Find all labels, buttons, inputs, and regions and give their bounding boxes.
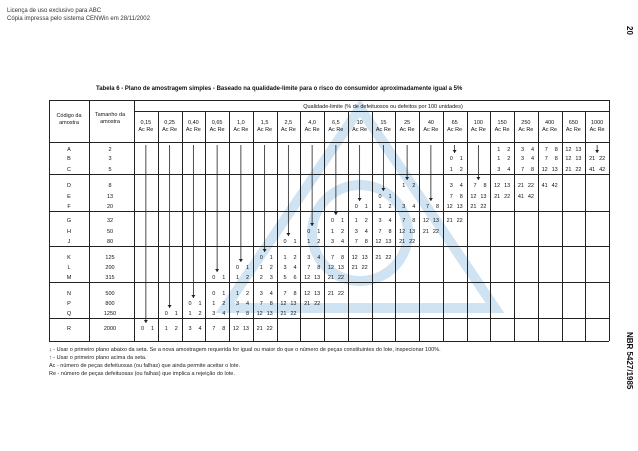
cell-ac: 0 [140, 326, 144, 332]
cell-re: 2 [198, 311, 202, 317]
row-sample-size: 13 [106, 194, 114, 200]
row-sample-size: 20 [106, 204, 114, 210]
cell-re: 8 [435, 204, 439, 210]
cell-re: 3 [269, 275, 273, 281]
cell-ac: 21 [399, 239, 406, 245]
column-header-ac-re: Ac Re [304, 127, 320, 133]
cell-ac: 12 [399, 229, 406, 235]
cell-re: 13 [456, 204, 463, 210]
column-header-ac-re: Ac Re [280, 127, 296, 133]
cell-re: 1 [269, 255, 273, 261]
cell-ac: 21 [589, 156, 596, 162]
column-header-ac-re: Ac Re [233, 127, 249, 133]
cell-ac: 21 [280, 311, 287, 317]
cell-ac: 12 [351, 255, 358, 261]
arrow-layer [49, 100, 609, 341]
column-header-ql: 40 [427, 120, 434, 126]
cell-re: 4 [507, 167, 511, 173]
column-header-ql: 4,0 [308, 120, 316, 126]
row-code: L [67, 265, 71, 271]
cell-ac: 1 [497, 147, 501, 153]
cell-re: 8 [412, 218, 416, 224]
row-sample-size: 1250 [103, 311, 117, 317]
column-header-ac-re: Ac Re [209, 127, 225, 133]
cell-re: 1 [459, 156, 463, 162]
arrow-down-icon [358, 198, 362, 201]
cell-ac: 21 [422, 229, 429, 235]
cell-re: 22 [504, 194, 511, 200]
row-sample-size: 8 [108, 183, 112, 189]
column-header-ql: 10 [356, 120, 363, 126]
cell-ac: 3 [188, 326, 192, 332]
cell-re: 2 [507, 156, 511, 162]
row-sample-size: 32 [106, 218, 114, 224]
cell-ac: 1 [283, 255, 287, 261]
row-sample-size: 500 [105, 291, 115, 297]
column-header-ql: 250 [521, 120, 531, 126]
cell-ac: 7 [402, 218, 406, 224]
cell-ac: 1 [307, 239, 311, 245]
arrow-down-icon [263, 249, 267, 252]
cell-re: 1 [150, 326, 154, 332]
cell-ac: 21 [517, 183, 524, 189]
column-header-ac-re: Ac Re [589, 127, 605, 133]
cell-re: 13 [432, 218, 439, 224]
arrow-down-icon [144, 320, 148, 323]
cell-ac: 0 [212, 291, 216, 297]
column-header-ql: 1,0 [237, 120, 245, 126]
cell-re: 2 [340, 229, 344, 235]
cell-re: 13 [385, 239, 392, 245]
cell-ac: 12 [375, 239, 382, 245]
cell-ac: 3 [259, 291, 263, 297]
cell-ac: 1 [497, 156, 501, 162]
row-code: J [67, 239, 71, 245]
cell-ac: 0 [283, 239, 287, 245]
cell-ac: 41 [541, 183, 548, 189]
cell-ac: 3 [330, 239, 334, 245]
cell-ac: 0 [330, 218, 334, 224]
cell-ac: 12 [232, 326, 239, 332]
cell-re: 13 [242, 326, 249, 332]
cell-re: 6 [293, 275, 297, 281]
cell-re: 2 [507, 147, 511, 153]
cell-re: 22 [432, 229, 439, 235]
cell-ac: 21 [327, 291, 334, 297]
row-code: P [67, 301, 71, 307]
row-code: Q [66, 311, 72, 317]
column-header-ql: 100 [473, 120, 483, 126]
cell-re: 13 [504, 183, 511, 189]
cell-ac: 21 [565, 167, 572, 173]
arrow-down-icon [215, 269, 219, 272]
cell-ac: 3 [354, 229, 358, 235]
cell-ac: 3 [449, 183, 453, 189]
cell-re: 42 [527, 194, 534, 200]
cell-ac: 12 [304, 275, 311, 281]
cell-re: 22 [409, 239, 416, 245]
cell-ac: 1 [235, 275, 239, 281]
code-header-1: Código da [56, 113, 82, 119]
cell-re: 4 [459, 183, 463, 189]
cell-ac: 0 [259, 255, 263, 261]
cell-re: 8 [317, 265, 321, 271]
cell-re: 2 [293, 255, 297, 261]
arrow-down-icon [334, 212, 338, 215]
arrow-down-icon [405, 177, 409, 180]
column-header-ac-re: Ac Re [447, 127, 463, 133]
sampling-plan-table [49, 100, 609, 341]
cell-ac: 7 [212, 326, 216, 332]
cell-re: 8 [245, 311, 249, 317]
cell-ac: 21 [327, 275, 334, 281]
cell-re: 13 [337, 265, 344, 271]
cell-ac: 3 [520, 147, 524, 153]
cell-ac: 1 [449, 167, 453, 173]
cell-ac: 41 [517, 194, 524, 200]
cell-ac: 3 [402, 204, 406, 210]
cell-re: 8 [530, 167, 534, 173]
row-code: F [67, 204, 71, 210]
cell-ac: 0 [449, 156, 453, 162]
arrow-down-icon [595, 150, 599, 153]
cell-ac: 0 [354, 204, 358, 210]
cell-ac: 3 [212, 311, 216, 317]
cell-re: 22 [361, 265, 368, 271]
cell-ac: 0 [188, 301, 192, 307]
cell-re: 8 [340, 255, 344, 261]
column-header-ac-re: Ac Re [257, 127, 273, 133]
cell-ac: 3 [497, 167, 501, 173]
row-code: H [67, 229, 71, 235]
cell-re: 13 [266, 311, 273, 317]
cell-re: 4 [364, 229, 368, 235]
cell-ac: 12 [541, 167, 548, 173]
arrow-down-icon [476, 177, 480, 180]
cell-re: 8 [554, 147, 558, 153]
row-sample-size: 50 [106, 229, 114, 235]
cell-re: 4 [269, 291, 273, 297]
cell-re: 2 [459, 167, 463, 173]
legend-ac: Ac - número de peças defeituosas (ou falhas) que ainda permite aceitar o lote. [49, 363, 241, 369]
column-header-ql: 25 [404, 120, 411, 126]
cell-ac: 0 [307, 229, 311, 235]
code-header-2: amostra [59, 120, 79, 126]
legend-re: Re - número de peças defeituosas (ou falhas) que implica a rejeição do lote. [49, 371, 235, 377]
cell-re: 1 [245, 265, 249, 271]
cell-ac: 12 [256, 311, 263, 317]
cell-re: 2 [174, 326, 178, 332]
cell-re: 1 [198, 301, 202, 307]
row-sample-size: 2000 [103, 326, 117, 332]
row-sample-size: 5 [108, 167, 112, 173]
row-sample-size: 3 [108, 156, 112, 162]
cell-ac: 21 [351, 265, 358, 271]
column-header-ql: 65 [451, 120, 458, 126]
arrow-down-icon [286, 233, 290, 236]
column-header-ac-re: Ac Re [518, 127, 534, 133]
cell-re: 1 [364, 204, 368, 210]
column-header-ac-re: Ac Re [423, 127, 439, 133]
column-header-ac-re: Ac Re [162, 127, 178, 133]
cell-ac: 7 [330, 255, 334, 261]
arrow-down-icon [453, 150, 457, 153]
cell-re: 4 [198, 326, 202, 332]
cell-ac: 3 [378, 218, 382, 224]
cell-re: 13 [409, 229, 416, 235]
cell-ac: 21 [494, 194, 501, 200]
cell-re: 1 [388, 194, 392, 200]
column-header-ac-re: Ac Re [375, 127, 391, 133]
cell-re: 2 [317, 239, 321, 245]
column-header-ql: 6,5 [332, 120, 340, 126]
column-header-ac-re: Ac Re [185, 127, 201, 133]
cell-ac: 1 [378, 204, 382, 210]
cell-ac: 7 [449, 194, 453, 200]
cell-ac: 21 [470, 204, 477, 210]
cell-ac: 21 [375, 255, 382, 261]
cell-ac: 7 [259, 301, 263, 307]
cell-ac: 7 [544, 147, 548, 153]
arrow-down-icon [381, 188, 385, 191]
row-sample-size: 125 [105, 255, 115, 261]
cell-ac: 1 [330, 229, 334, 235]
cell-re: 8 [483, 183, 487, 189]
row-code: C [67, 167, 71, 173]
cell-re: 22 [456, 218, 463, 224]
cell-ac: 12 [446, 204, 453, 210]
column-header-ac-re: Ac Re [542, 127, 558, 133]
cell-re: 13 [575, 156, 582, 162]
cell-ac: 12 [327, 265, 334, 271]
arrow-down-icon [239, 259, 243, 262]
cell-re: 2 [245, 291, 249, 297]
cell-ac: 7 [473, 183, 477, 189]
column-header-ac-re: Ac Re [565, 127, 581, 133]
cell-ac: 7 [520, 167, 524, 173]
column-header-ql: 0,40 [188, 120, 199, 126]
row-code: N [67, 291, 71, 297]
cell-re: 22 [314, 301, 321, 307]
cell-ac: 12 [565, 147, 572, 153]
column-header-ql: 1000 [591, 120, 604, 126]
cell-ac: 3 [307, 255, 311, 261]
group-header: Qualidade-limite (% de defeituosos ou defeitos por 100 unidades) [303, 104, 463, 110]
cell-ac: 0 [378, 194, 382, 200]
cell-ac: 21 [256, 326, 263, 332]
legend-arrow-up: ↑ - Usar o primeiro plano acima da seta. [49, 355, 147, 361]
row-code: D [67, 183, 71, 189]
cell-re: 13 [314, 291, 321, 297]
row-code: B [67, 156, 71, 162]
cell-ac: 0 [164, 311, 168, 317]
column-header-ql: 0,65 [211, 120, 223, 126]
cell-re: 1 [222, 291, 226, 297]
cell-ac: 5 [283, 275, 287, 281]
cell-ac: 21 [446, 218, 453, 224]
cell-re: 22 [527, 183, 534, 189]
cell-ac: 3 [520, 156, 524, 162]
cell-re: 2 [245, 275, 249, 281]
cell-re: 4 [293, 265, 297, 271]
cell-re: 8 [554, 156, 558, 162]
cell-re: 22 [599, 156, 606, 162]
cell-re: 42 [551, 183, 558, 189]
cell-ac: 1 [164, 326, 168, 332]
cell-re: 2 [412, 183, 416, 189]
page-number: 20 [625, 26, 634, 35]
cell-re: 2 [269, 265, 273, 271]
cell-re: 4 [340, 239, 344, 245]
cell-re: 4 [317, 255, 321, 261]
cell-ac: 1 [259, 265, 263, 271]
column-header-ac-re: Ac Re [138, 127, 154, 133]
column-header-ql: 2,5 [284, 120, 293, 126]
column-header-ac-re: Ac Re [328, 127, 344, 133]
cell-re: 1 [293, 239, 297, 245]
cell-ac: 12 [304, 291, 311, 297]
row-code: R [67, 326, 71, 332]
cell-re: 4 [530, 156, 534, 162]
cell-ac: 2 [259, 275, 263, 281]
cell-re: 13 [361, 255, 368, 261]
cell-ac: 7 [307, 265, 311, 271]
cell-re: 2 [364, 218, 368, 224]
cell-re: 8 [222, 326, 226, 332]
row-code: K [67, 255, 71, 261]
cell-ac: 3 [235, 301, 239, 307]
cell-ac: 0 [212, 275, 216, 281]
column-divider [609, 111, 610, 341]
cell-ac: 7 [283, 291, 287, 297]
cell-re: 8 [364, 239, 368, 245]
arrow-down-icon [429, 198, 433, 201]
arrow-down-icon [168, 305, 172, 308]
cell-ac: 1 [212, 301, 216, 307]
column-header-ql: 400 [545, 120, 555, 126]
cell-ac: 7 [378, 229, 382, 235]
cell-re: 42 [599, 167, 606, 173]
cell-re: 1 [340, 218, 344, 224]
row-code: M [66, 275, 72, 281]
standard-code: NBR 5427/1985 [625, 332, 634, 390]
cell-ac: 12 [565, 156, 572, 162]
size-header-2: amostra [100, 119, 120, 125]
legend [49, 346, 441, 378]
cell-re: 8 [388, 229, 392, 235]
column-header-ac-re: Ac Re [352, 127, 368, 133]
column-header-ql: 15 [380, 120, 387, 126]
row-sample-size: 200 [105, 265, 115, 271]
cell-ac: 12 [494, 183, 501, 189]
row-code: A [67, 147, 71, 153]
row-sample-size: 800 [105, 301, 115, 307]
cell-re: 13 [551, 167, 558, 173]
cell-re: 8 [269, 301, 273, 307]
table-title: Tabela 6 - Plano de amostragem simples - Baseado na qualidade-limite para o risco do consumidor aproximadamente igual a 5% [96, 86, 463, 92]
cell-ac: 7 [354, 239, 358, 245]
row-sample-size: 2 [108, 147, 112, 153]
column-header-ql: 1,5 [260, 120, 269, 126]
cell-re: 22 [337, 275, 344, 281]
legend-arrow-down: ↓ - Usar o primeiro plano abaixo da seta. Se a nova amostragem requerida for igual ou maior do que o número de peças constituintes do lote, inspecionar 100%. [49, 347, 441, 353]
cell-re: 8 [459, 194, 463, 200]
cell-re: 13 [314, 275, 321, 281]
cell-re: 4 [222, 311, 226, 317]
cell-ac: 21 [304, 301, 311, 307]
cell-re: 22 [266, 326, 273, 332]
cell-ac: 1 [188, 311, 192, 317]
cell-re: 2 [222, 301, 226, 307]
cell-ac: 3 [283, 265, 287, 271]
row-sample-size: 315 [105, 275, 115, 281]
column-header-ac-re: Ac Re [494, 127, 510, 133]
cell-ac: 1 [235, 291, 239, 297]
cell-ac: 41 [589, 167, 596, 173]
row-sample-size: 80 [106, 239, 114, 245]
column-header-ac-re: Ac Re [470, 127, 486, 133]
cell-re: 4 [245, 301, 249, 307]
cell-ac: 1 [354, 218, 358, 224]
cell-re: 4 [412, 204, 416, 210]
cell-re: 1 [174, 311, 178, 317]
cell-re: 8 [293, 291, 297, 297]
column-header-ql: 650 [568, 120, 578, 126]
cell-re: 1 [317, 229, 321, 235]
cell-re: 22 [480, 204, 487, 210]
arrow-down-icon [310, 223, 314, 226]
size-header-1: Tamanho da [94, 112, 126, 118]
column-header-ql: 0,15 [140, 120, 152, 126]
cell-ac: 12 [470, 194, 477, 200]
cell-re: 22 [290, 311, 297, 317]
license-line-1: Licença de uso exclusivo para ABC [7, 8, 102, 14]
license-line-2: Cópia impressa pelo sistema CENWin em 28/11/2002 [7, 16, 150, 22]
cell-re: 22 [575, 167, 582, 173]
cell-re: 13 [480, 194, 487, 200]
cell-ac: 7 [544, 156, 548, 162]
cell-re: 2 [388, 204, 392, 210]
column-header-ql: 150 [497, 120, 507, 126]
cell-re: 22 [337, 291, 344, 297]
arrow-down-icon [191, 295, 195, 298]
cell-re: 13 [575, 147, 582, 153]
cell-ac: 7 [425, 204, 429, 210]
cell-re: 1 [222, 275, 226, 281]
column-header-ac-re: Ac Re [399, 127, 415, 133]
cell-re: 13 [290, 301, 297, 307]
cell-re: 22 [385, 255, 392, 261]
row-code: G [66, 218, 72, 224]
cell-re: 4 [388, 218, 392, 224]
table-bottom-border [49, 341, 609, 342]
cell-ac: 0 [235, 265, 239, 271]
cell-re: 4 [530, 147, 534, 153]
cell-ac: 12 [280, 301, 287, 307]
row-code: E [67, 194, 71, 200]
column-header-ql: 0,25 [164, 120, 175, 126]
cell-ac: 7 [235, 311, 239, 317]
cell-ac: 12 [422, 218, 429, 224]
cell-ac: 1 [402, 183, 406, 189]
